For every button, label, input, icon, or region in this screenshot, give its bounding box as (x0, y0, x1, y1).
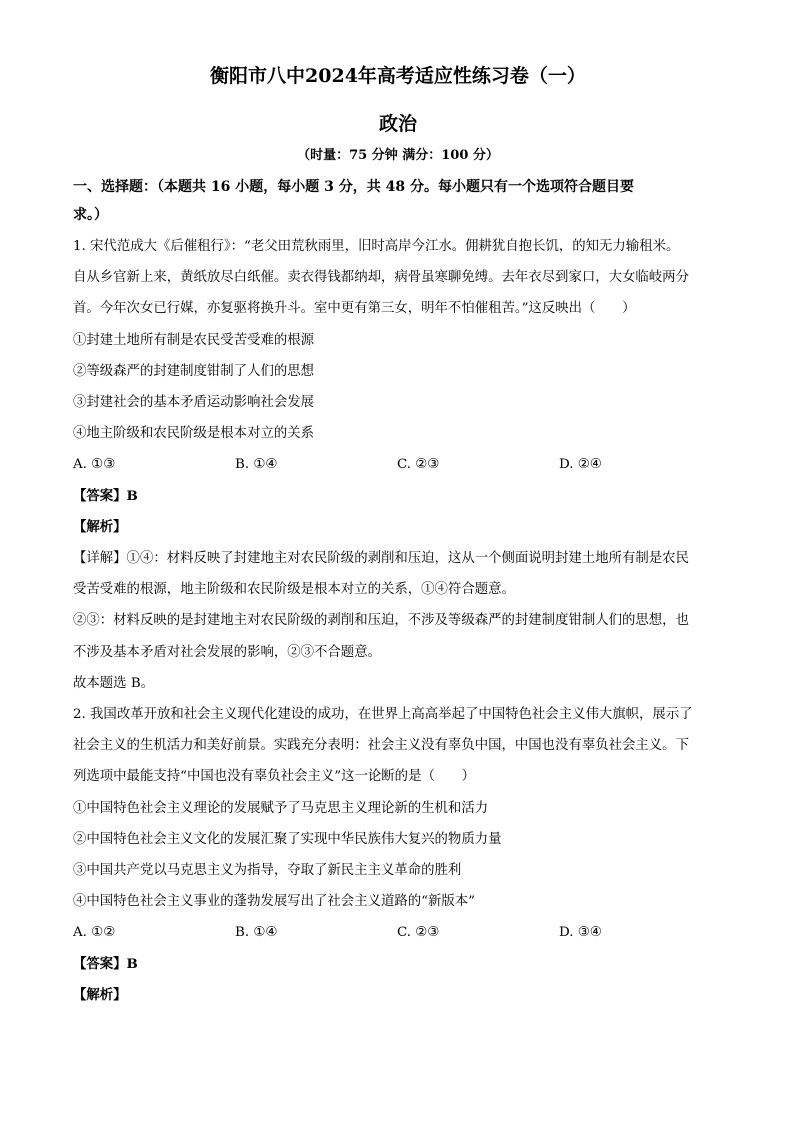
choice-b: B. ①④ (235, 925, 278, 941)
question-2 (73, 699, 723, 1011)
choice-d: D. ③④ (559, 925, 602, 941)
question-stem-line: 社会主义的生机活力和美好前景。实践充分表明：社会主义没有辜负中国，中国也没有辜负社会主义。下 (73, 738, 689, 754)
question-stem-line: 1. 宋代范成大《后催租行》：“老父田荒秋雨里，旧时高岸今江水。佣耕犹自抱长饥，的知无力输租米。 (73, 239, 680, 254)
subject-title: 政治 (378, 113, 417, 135)
question-1 (73, 231, 723, 699)
question-stem-line: 列选项中最能支持“中国也没有辜负社会主义”这一论断的是（ ） (73, 769, 476, 785)
statement-1: ①中国特色社会主义理论的发展赋予了马克思主义理论新的生机和活力 (73, 800, 489, 816)
question-stem-line: 首。今年次女已行媒，亦复驱将换升斗。室中更有第三女，明年不怕催租苦。”这反映出（ ） (73, 301, 636, 317)
detail-line: ②③：材料反映的是封建地主对农民阶级的剥削和压迫，不涉及等级森严的封建制度钳制人们的思想，也 (73, 613, 689, 629)
detail-line: 不涉及基本矛盾对社会发展的影响，②③不合题意。 (73, 644, 381, 660)
answer-label: 【答案】B (73, 487, 138, 504)
exam-title: 衡阳市八中2024年高考适应性练习卷（一） (210, 65, 586, 87)
exam-page (73, 62, 723, 1011)
statement-3: ③封建社会的基本矛盾运动影响社会发展 (73, 395, 315, 411)
statement-1: ①封建土地所有制是农民受苦受难的根源 (73, 332, 315, 348)
choice-d: D. ②④ (559, 457, 602, 473)
statement-4: ④地主阶级和农民阶级是根本对立的关系 (73, 426, 315, 442)
section-heading-line1: 一、选择题：（本题共 16 小题，每小题 3 分，共 48 分。每小题只有一个选项符合题目要 (73, 179, 634, 195)
choice-row (73, 917, 723, 948)
question-stem-line: 自从乡官新上来，黄纸放尽白纸催。卖衣得钱都纳却，病骨虽寒聊免缚。去年衣尽到家口，大女临岐两分 (73, 270, 689, 286)
statement-2: ②中国特色社会主义文化的发展汇聚了实现中华民族伟大复兴的物质力量 (73, 831, 502, 847)
section-heading (73, 172, 723, 227)
choice-a: A. ①② (73, 925, 116, 941)
choice-row (73, 449, 723, 480)
exam-meta: （时量：75 分钟 满分：100 分） (297, 148, 499, 163)
statement-2: ②等级森严的封建制度钳制了人们的思想 (73, 363, 315, 379)
question-stem-line: 2. 我国改革开放和社会主义现代化建设的成功，在世界上高高举起了中国特色社会主义伟大旗帜，展示了 (73, 707, 693, 723)
detail-line: 故本题选 B。 (73, 675, 155, 691)
analysis-label: 【解析】 (73, 518, 127, 535)
choice-a: A. ①③ (73, 457, 116, 473)
answer-label: 【答案】B (73, 955, 138, 972)
analysis-label: 【解析】 (73, 986, 127, 1003)
section-heading-line2: 求。） (73, 207, 108, 223)
detail-line: 【详解】①④：材料反映了封建地主对农民阶级的剥削和压迫，这从一个侧面说明封建土地所有制是农民 (73, 551, 689, 567)
choice-c: C. ②③ (397, 457, 440, 473)
statement-3: ③中国共产党以马克思主义为指导，夺取了新民主主义革命的胜利 (73, 863, 462, 879)
choice-c: C. ②③ (397, 925, 440, 941)
choice-b: B. ①④ (235, 457, 278, 473)
detail-line: 受苦受难的根源，地主阶级和农民阶级是根本对立的关系，①④符合题意。 (73, 582, 515, 598)
statement-4: ④中国特色社会主义事业的蓬勃发展写出了社会主义道路的“新版本” (73, 894, 476, 910)
